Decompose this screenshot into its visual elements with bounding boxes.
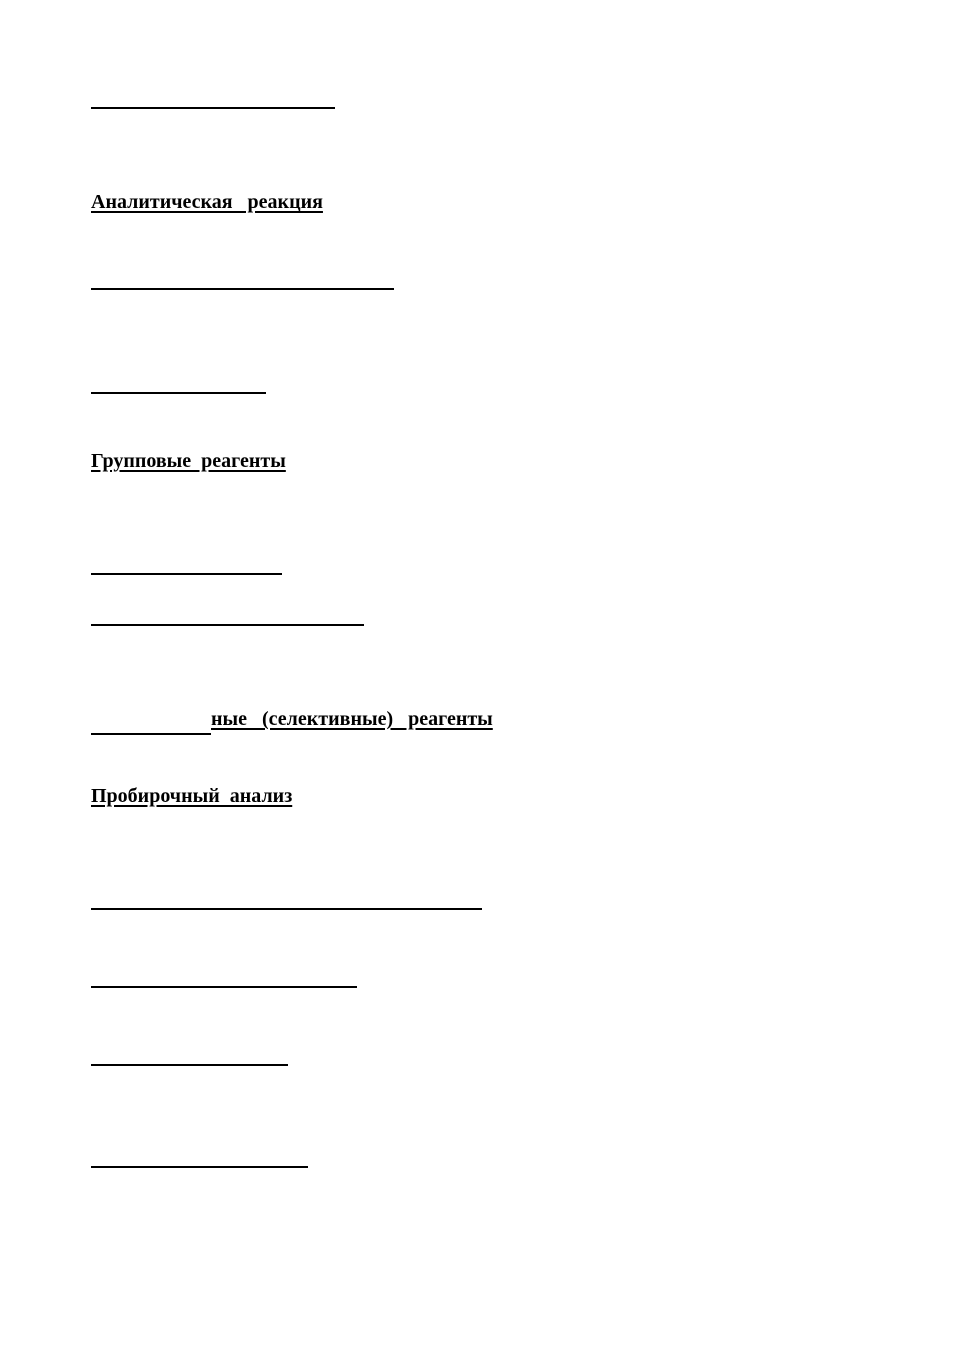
heading-analytical-reaction: Аналитическая реакция (91, 191, 323, 213)
heading-selective-reagents (91, 708, 493, 730)
blank-line-3 (91, 392, 266, 394)
heading-test-tube-analysis: Пробирочный анализ (91, 785, 293, 807)
blank-line-7 (91, 986, 357, 988)
blank-line-2 (91, 288, 394, 290)
blank-line-6 (91, 908, 482, 910)
blank-line-5 (91, 624, 364, 626)
blank-line-1 (91, 107, 335, 109)
selective-reagents-blank (91, 708, 211, 730)
blank-line-9 (91, 1166, 308, 1168)
selective-reagents-text: ные (селективные) реагенты (211, 708, 493, 730)
blank-line-4 (91, 573, 282, 575)
blank-line-8 (91, 1064, 288, 1066)
heading-group-reagents: Групповые реагенты (91, 450, 286, 472)
